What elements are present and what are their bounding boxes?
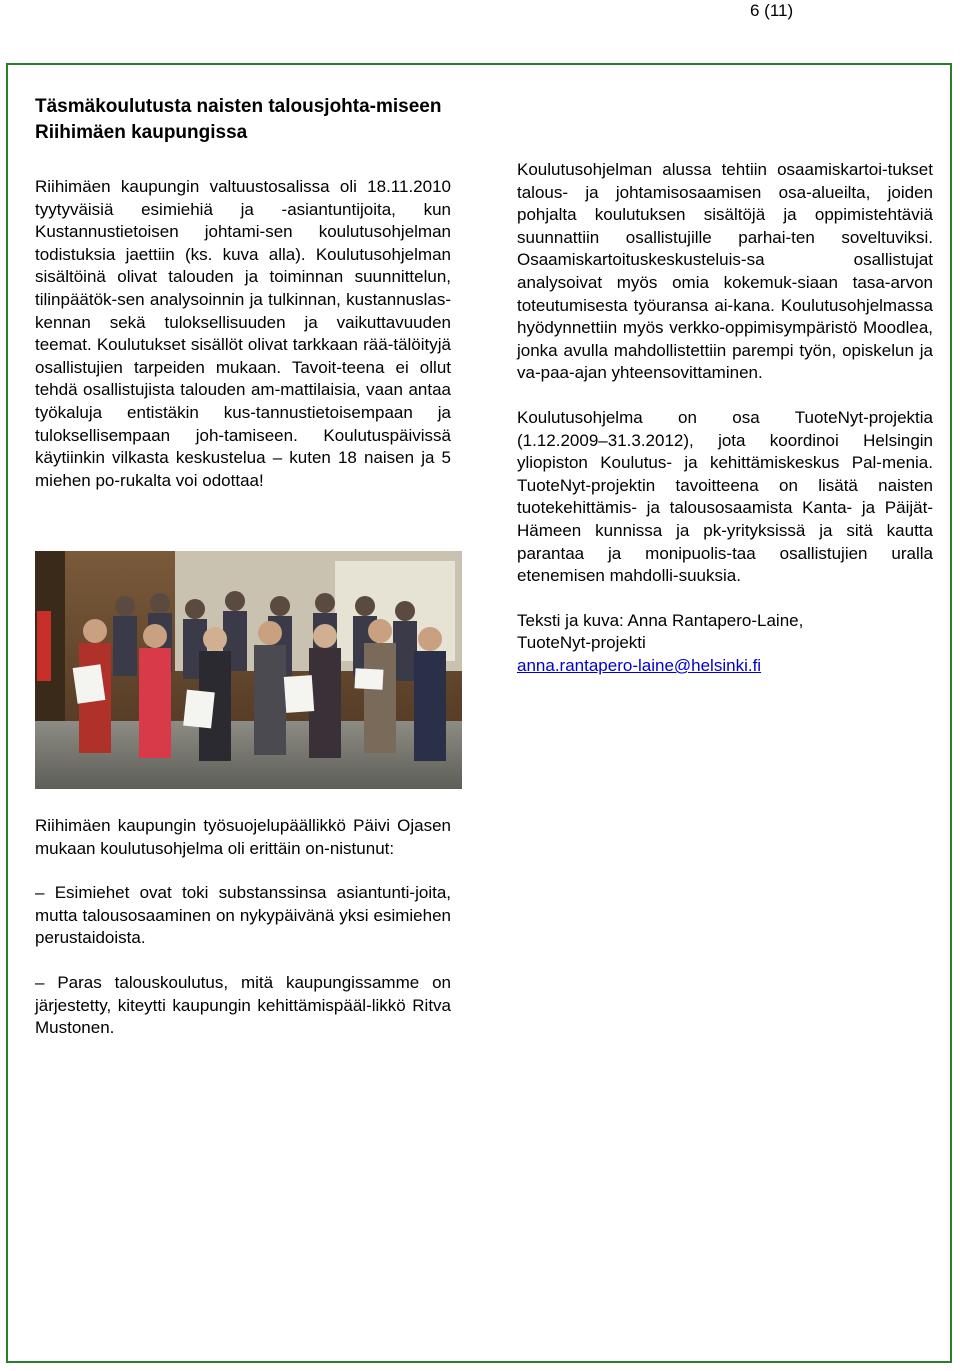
credit-line-2: TuoteNyt-projekti [517, 633, 646, 653]
bottom-section [35, 815, 451, 1040]
right-paragraph-1: Koulutusohjelman alussa tehtiin osaamiskartoi-tukset talous- ja johtamisosaamisen osa-alueilta, joiden pohjalta koulutuksen sisältöjä ja oppimistehtäviä suunnattiin osallistujille parhai-ten soveltuviksi. Osaamiskartoituskeskusteluis-sa osallistujat analysoivat myös omia kokemuk-siaan tasa-arvon toteutumisesta työuransa ai-kana. Koulutusohjelmassa hyödynnettiin myös verkko-oppimisympäristö Moodlea, jonka avulla mahdollistettiin parempi työn, opiskelun ja va-paa-ajan yhteensovittaminen. [517, 160, 933, 383]
author-email-link[interactable]: anna.rantapero-laine@helsinki.fi [517, 655, 762, 675]
quote-2: – Paras talouskoulutus, mitä kaupungissamme on järjestetty, kiteytti kaupungin kehittämispääl-likkö Ritva Mustonen. [35, 972, 451, 1038]
group-photo [35, 551, 462, 789]
credit-line-1: Teksti ja kuva: Anna Rantapero-Laine, [517, 610, 804, 630]
bottom-paragraph: Riihimäen kaupungin työsuojelupäällikkö Päivi Ojasen mukaan koulutusohjelma oli erittäin on-nistunut: [35, 816, 451, 858]
intro-paragraph: Riihimäen kaupungin valtuustosalissa oli 18.11.2010 tyytyväisiä esimiehiä ja -asiantuntijoita, kun Kustannustietoisen johtami-sen koulutusohjelman todistuksia jaettiin (ks. kuva alla). Koulutusohjelman sisältöinä olivat talouden ja toiminnan suunnittelun, tilinpäätök-sen analysoinnin ja tulkinnan, kustannuslas-kennan sekä tuloksellisuuden ja vaikuttavuuden teemat. Koulutukset sisällöt olivat tarkkaan rää-tälöityjä osallistujien tarpeiden mukaan. Tavoit-teena ei ollut tehdä osallistujista talouden am-mattilaisia, vaan antaa työkaluja entistäkin kus-tannustietoisempaan ja tuloksellisempaan joh-tamiseen. Koulutuspäivissä käytiinkin vilkasta keskustelua – kuten 18 naisen ja 5 miehen po-rukalta voi odottaa! [35, 177, 451, 490]
right-paragraph-2: Koulutusohjelma on osa TuoteNyt-projektia (1.12.2009–31.3.2012), jota koordinoi Helsingin yliopiston Koulutus- ja kehittämiskeskus Pal-menia. TuoteNyt-projektin tavoitteena on lisätä naisten tuotekehittämis- ja talousosaamista Kanta- ja Päijät-Hämeen kunnissa ja pk-yrityksissä ja sitä kautta parantaa ja monipuolis-taa osallistujien uralla etenemisen mahdolli-suuksia. [517, 407, 933, 586]
right-column [517, 159, 933, 677]
page-number: 6 (11) [750, 1, 794, 20]
group-photo-illustration [35, 551, 462, 789]
left-column [35, 94, 451, 492]
quote-1: – Esimiehet ovat toki substanssinsa asiantunti-joita, mutta talousosaaminen on nykypäivänä yksi esimiehen perustaidoista. [35, 883, 451, 948]
article-title: Täsmäkoulutusta naisten talousjohta-miseen Riihimäen kaupungissa [35, 96, 442, 143]
